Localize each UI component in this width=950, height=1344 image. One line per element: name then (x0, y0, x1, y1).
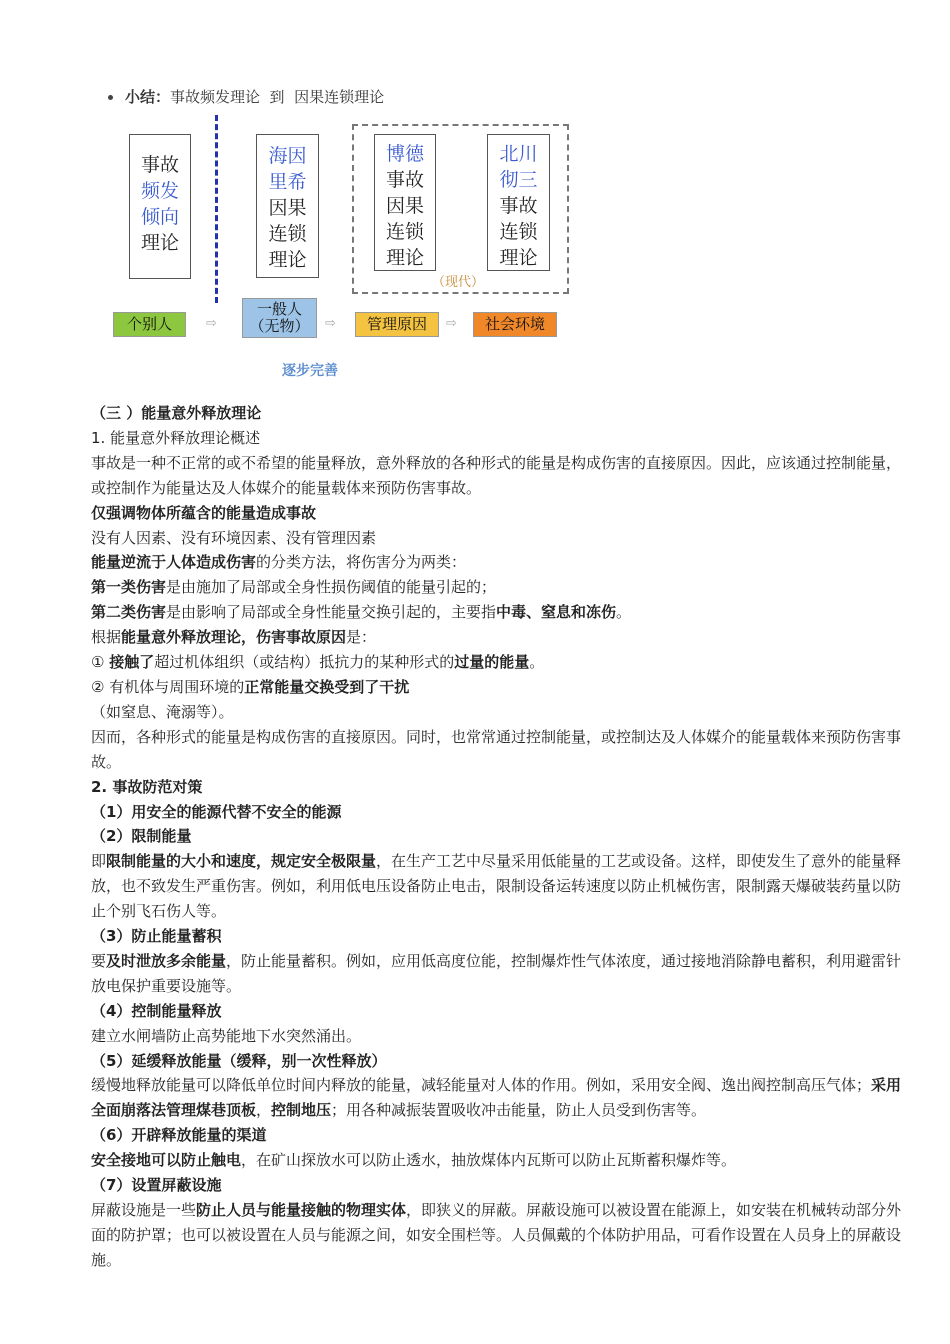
injury-type-2-end: 。 (616, 603, 632, 622)
accident-cause-bold: 能量意外释放理论，伤害事故原因 (121, 628, 347, 647)
measure-7-rest: ，即狭义的屏蔽。屏蔽设施可以被设置在能源上，如安装在机械转动部分外面的防护罩；也可以被设置在人员与能源之间，如安全围栏等。人员佩戴的个体防护用品，可看作设置在人员身上的屏蔽设施。 (91, 1201, 902, 1269)
box1-line1: 事故 (140, 154, 179, 176)
cause-item-2-text: ② 有机体与周围环境的 (91, 677, 245, 696)
box3-line4: 连锁 (385, 221, 424, 243)
box1-line2: 频发 (140, 180, 179, 202)
box4-line2: 彻三 (499, 169, 538, 191)
measure-7-bold: 防止人员与能量接触的物理实体 (196, 1201, 407, 1219)
measure-3-title: （3）防止能量蓄积 (91, 927, 222, 946)
section-title: （三 ）能量意外释放理论 (91, 404, 262, 422)
measure-4-text: 建立水闸墙防止高势能地下水突然涌出。 (91, 1026, 362, 1045)
measure-5-title: （5）延缓释放能量（缓释，别一次性释放） (91, 1051, 387, 1070)
classification-line (91, 550, 906, 575)
box3-line2: 事故 (385, 169, 424, 191)
injury-type-1 (91, 575, 906, 600)
box4-line4: 连锁 (499, 221, 538, 243)
modern-label: （现代） (432, 275, 485, 290)
cause-item-1 (91, 650, 906, 675)
measure-6-bold: 安全接地可以防止触电 (91, 1151, 242, 1170)
measure-2-text (91, 849, 906, 924)
box2-line4: 连锁 (268, 223, 307, 245)
box4-line1: 北川 (499, 143, 538, 165)
measure-5-bold1: 采用全面崩落法管理煤巷顶板 (91, 1076, 902, 1120)
arrow-right-icon: ⇨ (206, 316, 217, 331)
cause-item-2 (91, 675, 906, 700)
tag-management-cause: 管理原因 (355, 312, 439, 337)
box2-line1: 海因 (268, 145, 307, 167)
box4-line3: 事故 (499, 195, 538, 217)
tag-general-line1: 一般人 (256, 300, 302, 318)
box3-line5: 理论 (385, 247, 424, 269)
theory-box-heinrich (256, 134, 319, 278)
emphasis-heading: 仅强调物体所蕴含的能量造成事故 (91, 503, 317, 522)
measure-3-rest: ，防止能量蓄积。例如，应用低高度位能，控制爆炸性气体浓度，通过接地消除静电蓄积，利用避雷针放电保护重要设施等。 (91, 951, 902, 995)
measure-5-part1: 缓慢地释放能量可以降低单位时间内释放的能量，减轻能量对人体的作用。例如，采用安全阀、逸出阀控制高压气体； (91, 1076, 872, 1095)
accident-cause-prefix: 根据 (91, 628, 122, 647)
classification-rest: 的分类方法，将伤害分为两类： (256, 553, 467, 572)
no-factors-line: 没有人因素、没有环境因素、没有管理因素 (91, 528, 377, 547)
box1-line4: 理论 (140, 232, 179, 254)
measure-2-title: （2）限制能量 (91, 827, 192, 846)
document-body (91, 401, 906, 1273)
summary-label: 小结： (125, 88, 171, 106)
measure-7-text (91, 1198, 906, 1273)
measure-7-title: （7）设置屏蔽设施 (91, 1176, 222, 1195)
injury-type-2-text: 是由影响了局部或全身性能量交换引起的，主要指 (166, 603, 497, 622)
bullet-icon (108, 95, 113, 100)
measure-7-prefix: 屏蔽设施是一些 (91, 1201, 197, 1219)
injury-type-2-label: 第二类伤害 (91, 603, 167, 622)
cause-item-2-bold: 正常能量交换受到了干扰 (244, 677, 410, 696)
cause-item-1-end: 。 (529, 653, 545, 672)
measure-5-bold2: 控制地压 (271, 1101, 332, 1120)
measure-2-rest: ，在生产工艺中尽量采用低能量的工艺或设备。这样，即使发生了意外的能量释放，也不致发生严重伤害。例如，利用低电压设备防止电击，限制设备运转速度以防止机械伤害，限制露天爆破装药量以防止个别飞石伤人等。 (91, 852, 902, 921)
measure-2-bold: 限制能量的大小和速度，规定安全极限量 (106, 852, 377, 871)
measure-4-title: （4）控制能量释放 (91, 1001, 222, 1020)
box1-line3: 倾向 (140, 206, 179, 228)
tag-social-environment: 社会环境 (473, 312, 557, 337)
subsection-2-title: 2. 事故防范对策 (91, 777, 203, 796)
subsection-1-title: 1. 能量意外释放理论概述 (91, 428, 261, 447)
cause-item-1-number: ① (91, 653, 110, 672)
divider-dashed-line (215, 115, 218, 303)
measure-6-rest: ，在矿山探放水可以防止透水，抽放煤体内瓦斯可以防止瓦斯蓄积爆炸等。 (241, 1151, 737, 1170)
box2-line3: 因果 (268, 197, 307, 219)
summary-line (108, 86, 384, 107)
injury-type-2-examples: 中毒、窒息和冻伤 (496, 603, 617, 622)
measure-6-text (91, 1148, 906, 1173)
measure-5-part2: ， (256, 1101, 272, 1120)
cause-item-1-text: 超过机体组织（或结构）抵抗力的某种形式的 (154, 653, 455, 672)
cause-item-2-examples: （如窒息、淹溺等）。 (91, 702, 234, 721)
theory-box-accident-proneness (129, 134, 191, 279)
cause-item-1-bold: 接触了 (109, 653, 155, 672)
measure-1-title: （1）用安全的能源代替不安全的能源 (91, 802, 342, 821)
arrow-right-icon: ⇨ (446, 316, 457, 331)
box2-line5: 理论 (268, 249, 307, 271)
theory-box-bird (374, 134, 436, 271)
box2-line2: 里希 (268, 171, 307, 193)
paragraph-overview: 事故是一种不正常的或不希望的能量释放，意外释放的各种形式的能量是构成伤害的直接原因。因此，应该通过控制能量，或控制作为能量达及人体媒介的能量载体来预防伤害事故。 (91, 453, 902, 497)
box3-line3: 因果 (385, 195, 424, 217)
gradual-improvement-label: 逐步完善 (282, 363, 338, 379)
measure-2-prefix: 即 (91, 852, 107, 871)
measure-3-bold: 及时泄放多余能量 (106, 951, 227, 970)
theory-box-kitagawa (487, 134, 550, 271)
tag-individual: 个别人 (113, 312, 186, 337)
paragraph-conclusion: 因而，各种形式的能量是构成伤害的直接原因。同时，也常常通过控制能量，或控制达及人体媒介的能量载体来预防伤害事故。 (91, 727, 902, 771)
measure-5-part3: ；用各种减振装置吸收冲击能量，防止人员受到伤害等。 (331, 1101, 707, 1120)
measure-3-text (91, 949, 906, 999)
accident-cause-end: 是： (346, 628, 377, 647)
classification-bold: 能量逆流于人体造成伤害 (91, 553, 257, 572)
measure-3-prefix: 要 (91, 951, 107, 970)
tag-general-person (242, 298, 317, 338)
measure-6-title: （6）开辟释放能量的渠道 (91, 1126, 267, 1145)
cause-item-1-bold2: 过量的能量 (454, 653, 530, 672)
box3-line1: 博德 (385, 143, 424, 165)
injury-type-1-label: 第一类伤害 (91, 578, 167, 597)
measure-5-text (91, 1073, 906, 1123)
summary-text: 事故频发理论 到 因果连锁理论 (170, 88, 385, 106)
injury-type-2 (91, 600, 906, 625)
injury-type-1-text: 是由施加了局部或全身性损伤阈值的能量引起的； (166, 578, 497, 597)
box4-line5: 理论 (499, 247, 538, 269)
accident-cause-intro (91, 625, 906, 650)
tag-general-line2: （无物） (249, 317, 310, 335)
arrow-right-icon: ⇨ (325, 316, 336, 331)
